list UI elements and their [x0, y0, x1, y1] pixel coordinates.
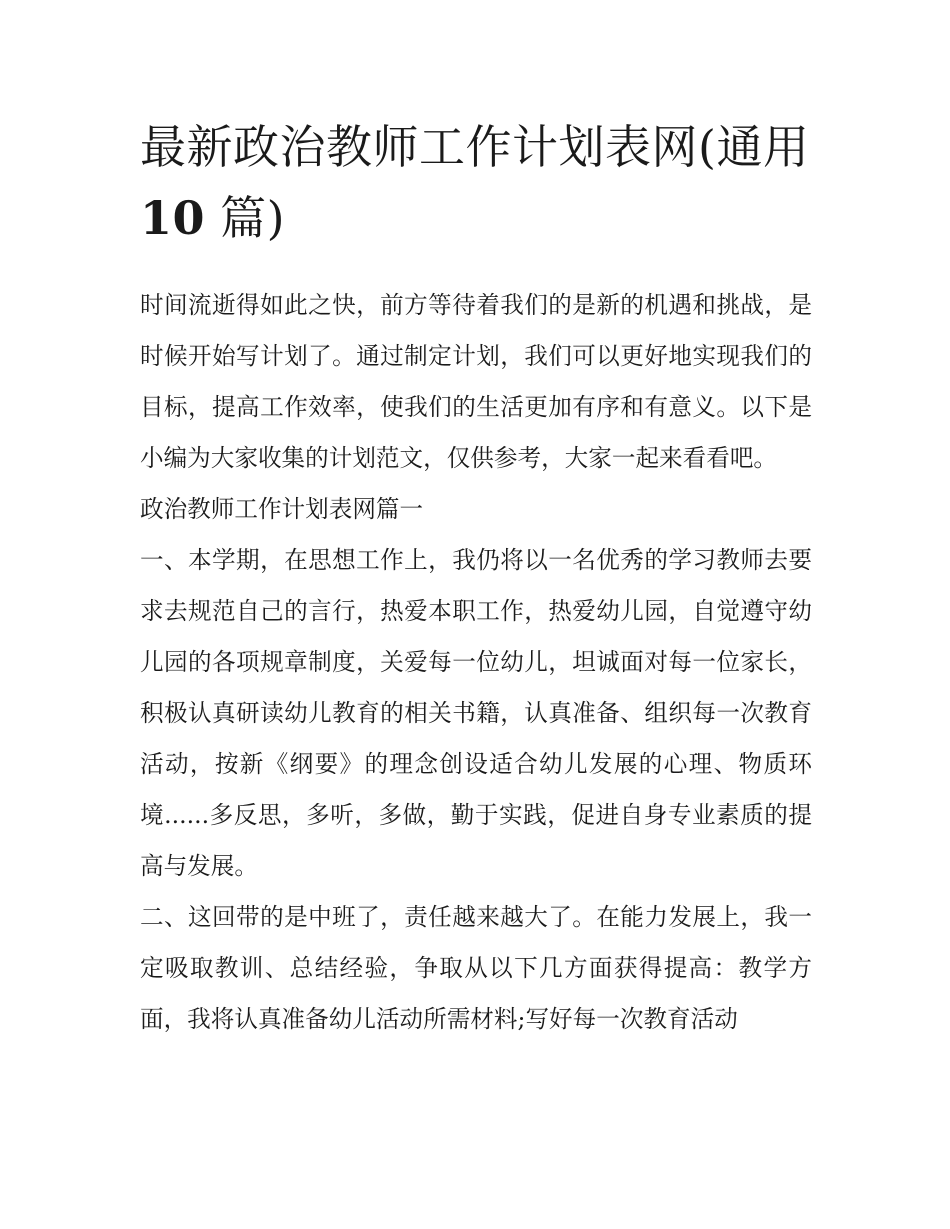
section-heading: 政治教师工作计划表网篇一 — [140, 495, 424, 523]
title-text-part2: 篇) — [220, 191, 286, 245]
document-page — [140, 112, 812, 1045]
body-paragraph-1: 一、本学期，在思想工作上，我仍将以一名优秀的学习教师去要求去规范自己的言行，热爱本职工作，热爱幼儿园，自觉遵守幼儿园的各项规章制度，关爱每一位幼儿，坦诚面对每一位家长，积极认真研读幼儿教育的相关书籍，认真准备、组织每一次教育活动，按新《纲要》的理念创设适合幼儿发展的心理、物质环境......多反思，多听，多做，勤于实践，促进自身专业素质的提高与发展。 — [140, 546, 812, 880]
title-text-part1: 最新政治教师工作计划表网(通用 — [140, 120, 810, 174]
document-body — [140, 280, 812, 1045]
title-count: 10 — [140, 191, 206, 245]
intro-paragraph: 时间流逝得如此之快，前方等待着我们的是新的机遇和挑战，是时候开始写计划了。通过制定计划，我们可以更好地实现我们的目标，提高工作效率，使我们的生活更加有序和有意义。以下是小编为大家收集的计划范文，仅供参考，大家一起来看看吧。 — [140, 291, 812, 472]
document-title — [140, 112, 812, 254]
body-paragraph-2: 二、这回带的是中班了，责任越来越大了。在能力发展上，我一定吸取教训、总结经验，争取从以下几方面获得提高：教学方面，我将认真准备幼儿活动所需材料;写好每一次教育活动 — [140, 903, 812, 1033]
